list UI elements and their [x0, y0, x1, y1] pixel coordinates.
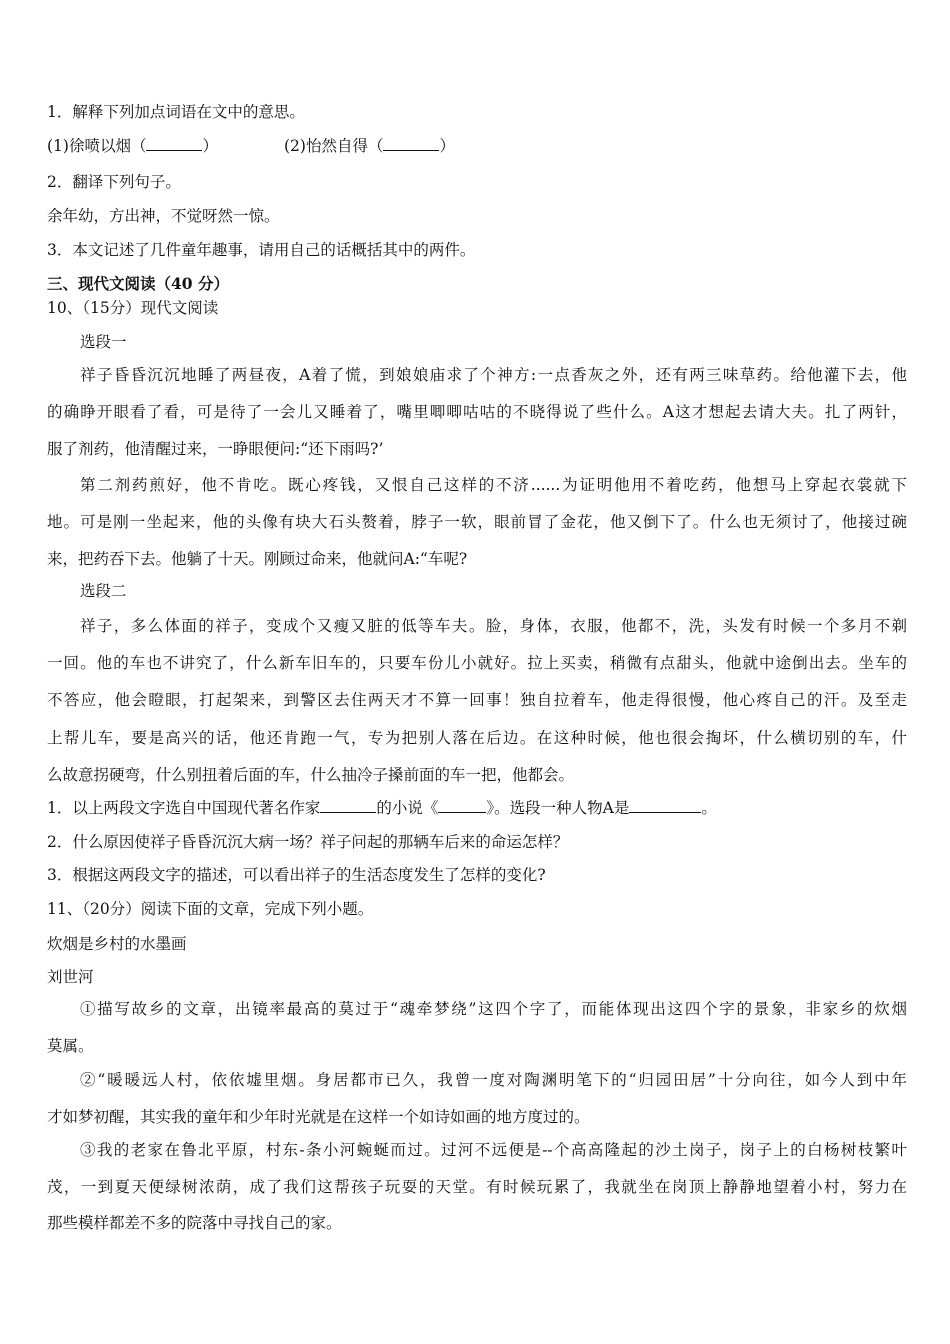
question-11-title: 11、（20分）阅读下面的文章，完成下列小题。 [47, 900, 374, 918]
question-text: 的小说《 [376, 799, 439, 817]
item-1-suffix: ） [202, 137, 218, 155]
item-2-prefix: (2)怡然自得（ [283, 137, 384, 155]
question-text: 。 [701, 799, 717, 817]
paragraph-line: ②“暖暖远人村，依依墟里烟。身居都市已久，我曾一度对陶渊明笔下的“归园田居”十分向往，如今人到中年 [80, 1071, 907, 1089]
paragraph-line: 么故意拐硬弯，什么别扭着后面的车，什么抽冷子搡前面的车一把，他都会。 [47, 766, 575, 784]
paragraph-line: ①描写故乡的文章，出镜率最高的莫过于“魂牵梦绕”这四个字了，而能体现出这四个字的景象，非家乡的炊烟 [80, 1000, 907, 1018]
paragraph-line: 一回。他的车也不讲究了，什么新车旧车的，只要车份儿小就好。拉上买卖，稍微有点甜头，他就中途倒出去。坐车的 [47, 654, 907, 672]
character-blank[interactable] [629, 812, 701, 813]
answer-blank[interactable] [146, 150, 202, 151]
question-10-1 [47, 797, 907, 819]
article-author: 刘世河 [47, 968, 94, 986]
question-10-title: 10、（15分）现代文阅读 [47, 299, 219, 317]
question-10-3: 3．根据这两段文字的描述，可以看出祥子的生活态度发生了怎样的变化? [47, 866, 546, 884]
question-3-label: 3．本文记述了几件童年趣事，请用自己的话概括其中的两件。 [47, 241, 476, 259]
paragraph-line: 祥子，多么体面的祥子，变成个又瘦又脏的低等车夫。脸，身体，衣服，他都不，洗，头发有时候一个多月不剃 [80, 617, 907, 635]
item-2-suffix: ） [439, 137, 455, 155]
paragraph-line: ③我的老家在鲁北平原，村东-条小河蜿蜒而过。过河不远便是--个高高隆起的沙土岗子，岗子上的白杨树枝繁叶 [80, 1141, 907, 1159]
paragraph-line: 的确睁开眼看了看，可是待了一会儿又睡着了，嘴里唧唧咕咕的不晓得说了些什么。A这才想起去请大夫。扎了两针， [47, 403, 907, 421]
paragraph-line: 服了剂药，他清醒过来，一睁眼便问:“还下雨吗?’ [47, 440, 384, 458]
paragraph-line: 茂，一到夏天便绿树浓荫，成了我们这帮孩子玩耍的天堂。有时候玩累了，我就坐在岗顶上静静地望着小村，努力在 [47, 1178, 907, 1196]
novel-title-blank[interactable] [438, 812, 486, 813]
question-text: 》。选段一种人物A是 [486, 799, 630, 817]
section-heading: 三、现代文阅读（40 分） [47, 274, 229, 293]
paragraph-line: 不答应，他会瞪眼，打起架来，到警区去住两天才不算一回事！独自拉着车，他走得很慢，他心疼自己的汗。及至走 [47, 691, 907, 709]
paragraph-line: 那些模样都差不多的院落中寻找自己的家。 [47, 1214, 342, 1232]
answer-blank[interactable] [383, 150, 439, 151]
paragraph-line: 才如梦初醒，其实我的童年和少年时光就是在这样一个如诗如画的地方度过的。 [47, 1108, 590, 1126]
question-2-label: 2．翻译下列句子。 [47, 173, 181, 191]
paragraph-line: 第二剂药煎好，他不肯吃。既心疼钱，又恨自己这样的不济......为证明他用不着吃药，他想马上穿起衣裳就下 [80, 476, 907, 494]
paragraph-line: 上帮儿车，要是高兴的话，他还肯跑一气，专为把别人落在后边。在这种时候，他也很会掏坏，什么横切别的车，什 [47, 729, 907, 747]
question-1-items [47, 135, 907, 157]
excerpt-2-label: 选段二 [80, 582, 127, 600]
excerpt-1-label: 选段一 [80, 333, 127, 351]
paragraph-line: 来，把药吞下去。他躺了十天。刚顾过命来，他就问A:“车呢? [47, 550, 468, 568]
question-10-2: 2．什么原因使祥子昏昏沉沉大病一场？祥子问起的那辆车后来的命运怎样？ [47, 833, 569, 851]
paragraph-line: 地。可是刚一坐起来，他的头像有块大石头赘着，脖子一软，眼前冒了金花，他又倒下了。什么也无须讨了，他接过碗 [47, 513, 907, 531]
question-text: 1．以上两段文字选自中国现代著名作家 [47, 799, 321, 817]
paragraph-line: 祥子昏昏沉沉地睡了两昼夜，A着了慌，到娘娘庙求了个神方:一点香灰之外，还有两三味草药。给他灌下去，他 [80, 366, 907, 384]
article-title: 炊烟是乡村的水墨画 [47, 935, 187, 953]
paragraph-line: 莫属。 [47, 1037, 94, 1055]
translation-sentence: 余年幼，方出神，不觉呀然一惊。 [47, 207, 280, 225]
item-1-prefix: (1)徐喷以烟（ [47, 137, 147, 155]
author-blank[interactable] [320, 812, 376, 813]
question-1-label: 1．解释下列加点词语在文中的意思。 [47, 103, 305, 121]
